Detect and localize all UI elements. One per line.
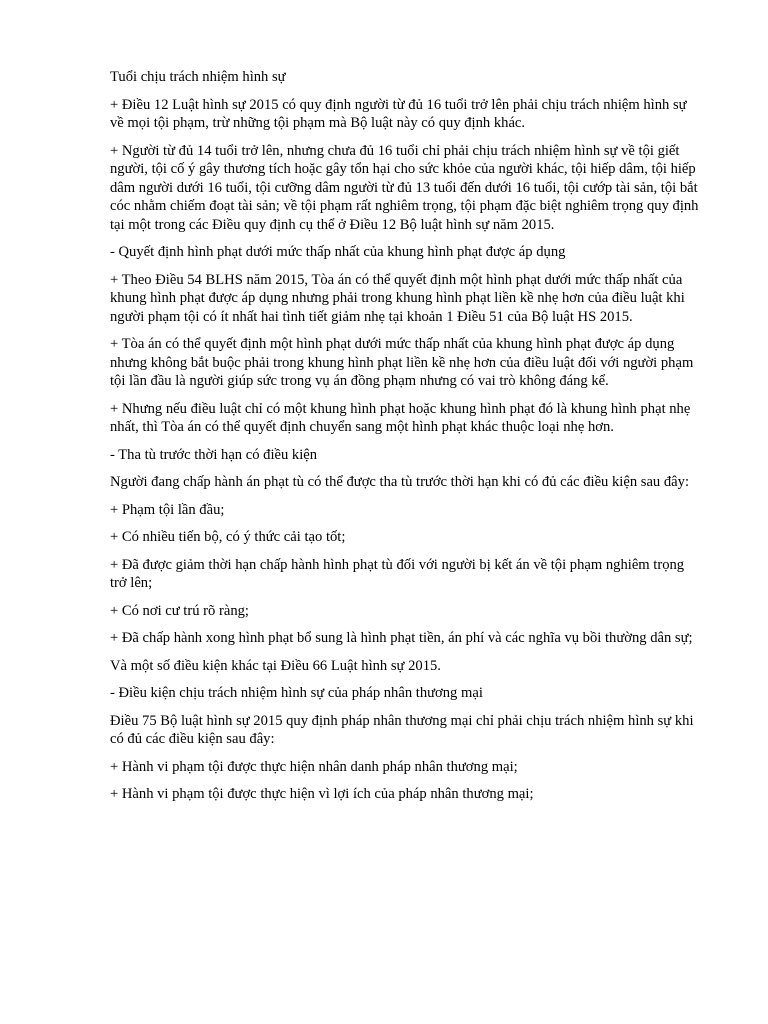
- paragraph-release-conditions: Người đang chấp hành án phạt tù có thể được tha tù trước thời hạn khi có đủ các điều kiện sau đây:: [110, 474, 689, 490]
- document-page: [110, 68, 700, 813]
- heading-commercial-entity: - Điều kiện chịu trách nhiệm hình sự của pháp nhân thương mại: [110, 685, 483, 701]
- list-item-for-benefit: + Hành vi phạm tội được thực hiện vì lợi ích của pháp nhân thương mại;: [110, 786, 534, 802]
- heading-lighter-penalty: - Quyết định hình phạt dưới mức thấp nhất của khung hình phạt được áp dụng: [110, 244, 566, 260]
- list-item-on-behalf: + Hành vi phạm tội được thực hiện nhân danh pháp nhân thương mại;: [110, 758, 518, 775]
- paragraph-first-offender: + Tòa án có thể quyết định một hình phạt dưới mức thấp nhất của khung hình phạt được áp dụng nhưng không bắt buộc phải trong khung hình phạt liền kề nhẹ hơn của điều luật đối với người phạm tội lần đầu là người giúp sức trong vụ án đồng phạm nhưng có vai trò không đáng kể.: [110, 336, 694, 389]
- paragraph-age-14-16: + Người từ đủ 14 tuổi trở lên, nhưng chưa đủ 16 tuổi chỉ phải chịu trách nhiệm hình sự về tội giết người, tội cố ý gây thương tích hoặc gây tổn hại cho sức khỏe của người khác, tội hiếp dâm, tội hiếp dâm người dưới 16 tuổi, tội cưỡng dâm người từ đủ 13 tuổi đến dưới 16 tuổi, tội cướp tài sản, tội bắt cóc nhằm chiếm đoạt tài sản; về tội phạm rất nghiêm trọng, tội phạm đặc biệt nghiêm trọng quy định tại một trong các Điều quy định cụ thể ở Điều 12 Bộ luật hình sự năm 2015.: [110, 142, 699, 233]
- list-item-good-conduct: + Có nhiều tiến bộ, có ý thức cải tạo tốt;: [110, 529, 346, 545]
- heading-criminal-age: Tuổi chịu trách nhiệm hình sự: [110, 69, 286, 85]
- list-item-first-offense: + Phạm tội lần đầu;: [110, 501, 225, 518]
- paragraph-article-66: Và một số điều kiện khác tại Điều 66 Luật hình sự 2015.: [110, 657, 441, 674]
- list-item-reduced-term: + Đã được giảm thời hạn chấp hành hình phạt tù đối với người bị kết án về tội phạm nghiêm trọng trở lên;: [110, 556, 685, 591]
- paragraph-single-frame: + Nhưng nếu điều luật chỉ có một khung hình phạt hoặc khung hình phạt đó là khung hình phạt nhẹ nhất, thì Tòa án có thể quyết định chuyển sang một hình phạt khác thuộc loại nhẹ hơn.: [110, 400, 691, 435]
- list-item-fines-paid: + Đã chấp hành xong hình phạt bổ sung là hình phạt tiền, án phí và các nghĩa vụ bồi thường dân sự;: [110, 630, 693, 646]
- paragraph-article-12: + Điều 12 Luật hình sự 2015 có quy định người từ đủ 16 tuổi trở lên phải chịu trách nhiệm hình sự về mọi tội phạm, trừ những tội phạm mà Bộ luật này có quy định khác.: [110, 96, 687, 131]
- paragraph-article-54: + Theo Điều 54 BLHS năm 2015, Tòa án có thể quyết định một hình phạt dưới mức thấp nhất của khung hình phạt được áp dụng nhưng phải trong khung hình phạt liền kề nhẹ hơn của điều luật khi người phạm tội có ít nhất hai tình tiết giảm nhẹ tại khoản 1 Điều 51 của Bộ luật HS 2015.: [110, 271, 685, 325]
- heading-early-release: - Tha tù trước thời hạn có điều kiện: [110, 446, 318, 463]
- list-item-residence: + Có nơi cư trú rõ ràng;: [110, 602, 249, 619]
- paragraph-article-75: Điều 75 Bộ luật hình sự 2015 quy định pháp nhân thương mại chỉ phải chịu trách nhiệm hình sự khi có đủ các điều kiện sau đây:: [110, 712, 694, 747]
